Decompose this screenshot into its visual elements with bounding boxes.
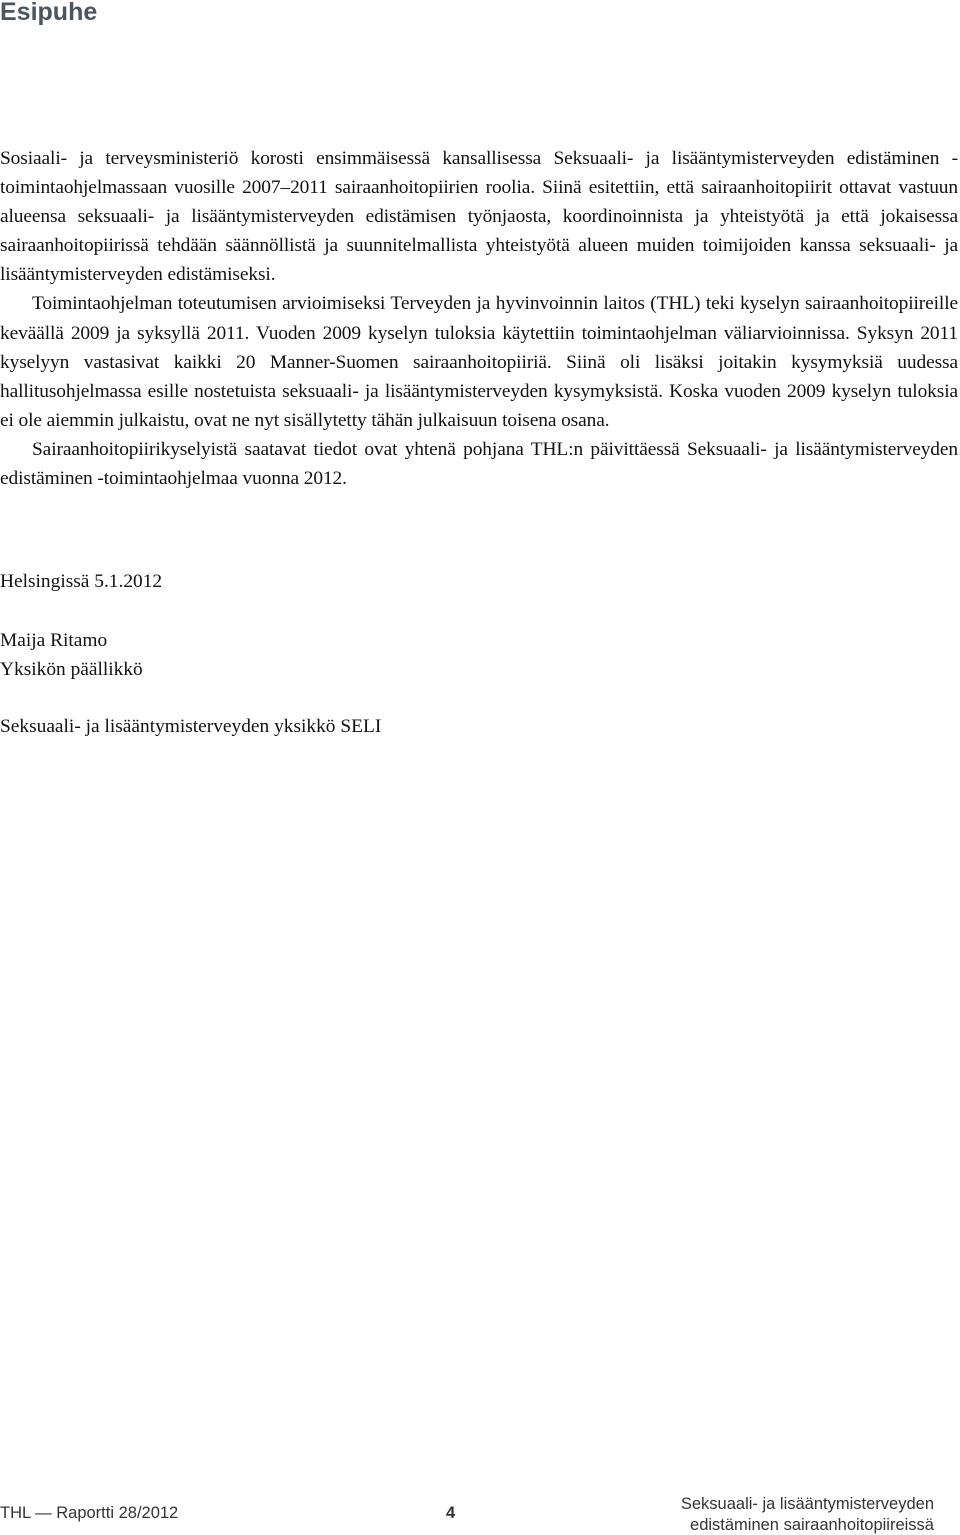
paragraph-2: Toimintaohjelman toteutumisen arvioimiseksi Terveyden ja hyvinvoinnin laitos (THL) teki kyselyn sairaanhoitopiireille keväällä 2009 ja syksyllä 2011. Vuoden 2009 kyselyn tuloksia käytettiin toimintaohjelman väliarvioinnissa. Syksyn 2011 kyselyyn vastasivat kaikki 20 Manner-Suomen sairaanhoitopiiriä. Siinä oli lisäksi joitakin kysymyksiä uudessa hallitusohjelmassa esille nostetuista seksuaali- ja lisääntymisterveyden kysymyksistä. Koska vuoden 2009 kyselyn tuloksia ei ole aiemmin julkaistu, ovat ne nyt sisällytetty tähän julkaisuun toisena osana.	[0, 293, 958, 431]
signature-place-date: Helsingissä 5.1.2012	[0, 571, 163, 592]
paragraph-3: Sairaanhoitopiirikyselyistä saatavat tiedot ovat yhtenä pohjana THL:n päivittäessä Seksuaali- ja lisääntymisterveyden edistäminen -toimintaohjelmaa vuonna 2012.	[0, 438, 958, 490]
footer-page-number: 4	[446, 1504, 456, 1522]
signature-block	[0, 626, 700, 684]
footer-report-id: THL — Raportti 28/2012	[0, 1504, 179, 1522]
footer-publication-title: Seksuaali- ja lisääntymisterveyden edistäminen sairaanhoitopiireissä	[680, 1495, 934, 1534]
paragraph-1: Sosiaali- ja terveysministeriö korosti ensimmäisessä kansallisessa Seksuaali- ja lisääntymisterveyden edistäminen -toimintaohjelmassaan vuosille 2007–2011 sairaanhoitopiirien roolia. Siinä esitettiin, että sairaanhoitopiirit ottavat vastuun alueensa seksuaali- ja lisääntymisterveyden edistämisen työnjaosta, koordinoinnista ja yhteistyötä ja että jokaisessa sairaanhoitopiirissä tehdään säännöllistä ja suunnitelmallista yhteistyötä alueen muiden toimijoiden kanssa seksuaali- ja lisääntymisterveyden edistämiseksi.	[0, 148, 958, 286]
page-title: Esipuhe	[0, 0, 98, 26]
signature-unit: Seksuaali- ja lisääntymisterveyden yksikkö SELI	[0, 716, 382, 737]
page-footer	[0, 1494, 960, 1535]
foreword-body	[0, 144, 958, 493]
signature-name: Maija Ritamo	[0, 630, 108, 651]
signature-title: Yksikön päällikkö	[0, 659, 143, 681]
